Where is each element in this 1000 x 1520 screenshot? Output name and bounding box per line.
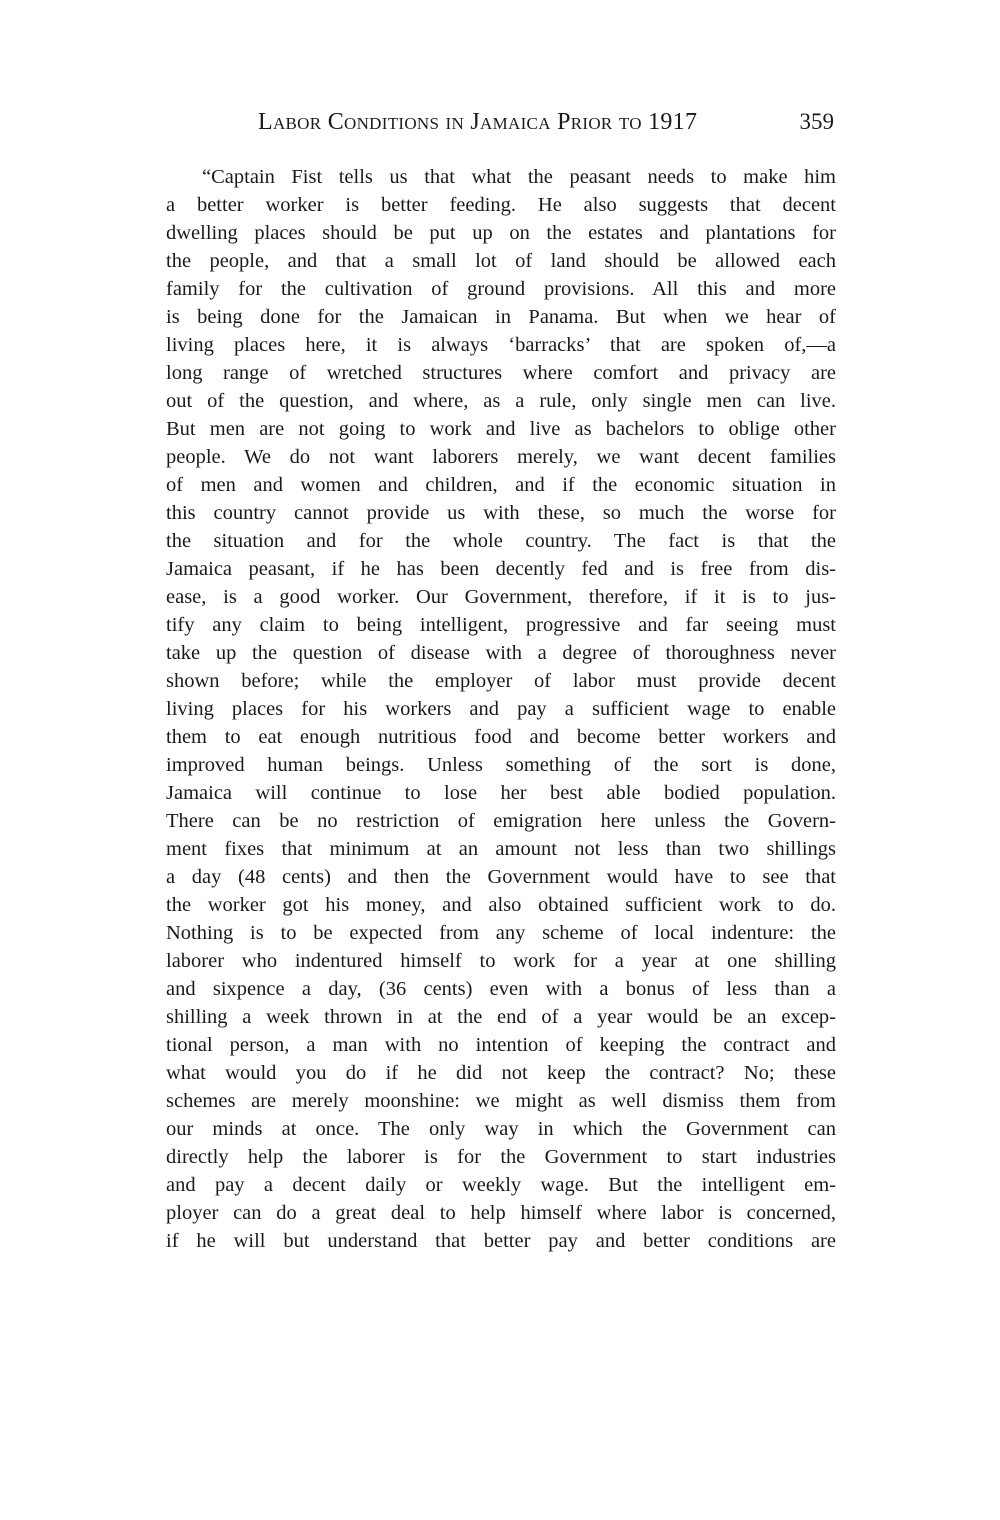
text-line: There can be no restriction of emigration here unless the Govern- bbox=[166, 810, 836, 832]
text-line: Jamaica peasant, if he has been decently fed and is free from dis- bbox=[166, 558, 836, 580]
text-line: But men are not going to work and live as bachelors to oblige other bbox=[166, 418, 836, 440]
text-line: living places for his workers and pay a sufficient wage to enable bbox=[166, 698, 836, 720]
page-number: 359 bbox=[799, 109, 834, 134]
text-line: directly help the laborer is for the Government to start industries bbox=[166, 1146, 836, 1168]
text-line: the situation and for the whole country. The fact is that the bbox=[166, 530, 836, 552]
text-line: family for the cultivation of ground provisions. All this and more bbox=[166, 278, 836, 300]
text-line: shown before; while the employer of labor must provide decent bbox=[166, 670, 836, 692]
text-line: ease, is a good worker. Our Government, therefore, if it is to jus- bbox=[166, 586, 836, 608]
text-line: laborer who indentured himself to work for a year at one shilling bbox=[166, 950, 836, 972]
text-line: Jamaica will continue to lose her best able bodied population. bbox=[166, 782, 836, 804]
text-line: ment fixes that minimum at an amount not less than two shillings bbox=[166, 838, 836, 860]
text-line: take up the question of disease with a degree of thoroughness never bbox=[166, 642, 836, 664]
text-line: a better worker is better feeding. He also suggests that decent bbox=[166, 194, 836, 216]
text-line: “Captain Fist tells us that what the peasant needs to make him bbox=[202, 166, 836, 188]
text-line: Nothing is to be expected from any scheme of local indenture: the bbox=[166, 922, 836, 944]
text-line: improved human beings. Unless something of the sort is done, bbox=[166, 754, 836, 776]
running-head bbox=[166, 109, 836, 143]
text-line: is being done for the Jamaican in Panama. But when we hear of bbox=[166, 306, 836, 328]
text-line: ployer can do a great deal to help himself where labor is concerned, bbox=[166, 1202, 836, 1224]
text-line: a day (48 cents) and then the Government would have to see that bbox=[166, 866, 836, 888]
body-paragraph bbox=[166, 163, 836, 1255]
text-line: this country cannot provide us with these, so much the worse for bbox=[166, 502, 836, 524]
text-line: and sixpence a day, (36 cents) even with a bonus of less than a bbox=[166, 978, 836, 1000]
text-line: shilling a week thrown in at the end of a year would be an excep- bbox=[166, 1006, 836, 1028]
text-line: living places here, it is always ‘barracks’ that are spoken of,—a bbox=[166, 334, 836, 356]
running-head-title: Labor Conditions in Jamaica Prior to 1917 bbox=[258, 109, 698, 135]
text-line: and pay a decent daily or weekly wage. But the intelligent em- bbox=[166, 1174, 836, 1196]
text-line: tify any claim to being intelligent, progressive and far seeing must bbox=[166, 614, 836, 636]
text-line: tional person, a man with no intention of keeping the contract and bbox=[166, 1034, 836, 1056]
text-line: them to eat enough nutritious food and become better workers and bbox=[166, 726, 836, 748]
text-line: long range of wretched structures where comfort and privacy are bbox=[166, 362, 836, 384]
text-line: schemes are merely moonshine: we might as well dismiss them from bbox=[166, 1090, 836, 1112]
text-line: of men and women and children, and if the economic situation in bbox=[166, 474, 836, 496]
text-line: dwelling places should be put up on the estates and plantations for bbox=[166, 222, 836, 244]
text-line: people. We do not want laborers merely, we want decent families bbox=[166, 446, 836, 468]
text-line: if he will but understand that better pay and better conditions are bbox=[166, 1230, 836, 1252]
text-line: our minds at once. The only way in which the Government can bbox=[166, 1118, 836, 1140]
text-line: the worker got his money, and also obtained sufficient work to do. bbox=[166, 894, 836, 916]
text-line: what would you do if he did not keep the contract? No; these bbox=[166, 1062, 836, 1084]
text-line: the people, and that a small lot of land should be allowed each bbox=[166, 250, 836, 272]
text-line: out of the question, and where, as a rule, only single men can live. bbox=[166, 390, 836, 412]
